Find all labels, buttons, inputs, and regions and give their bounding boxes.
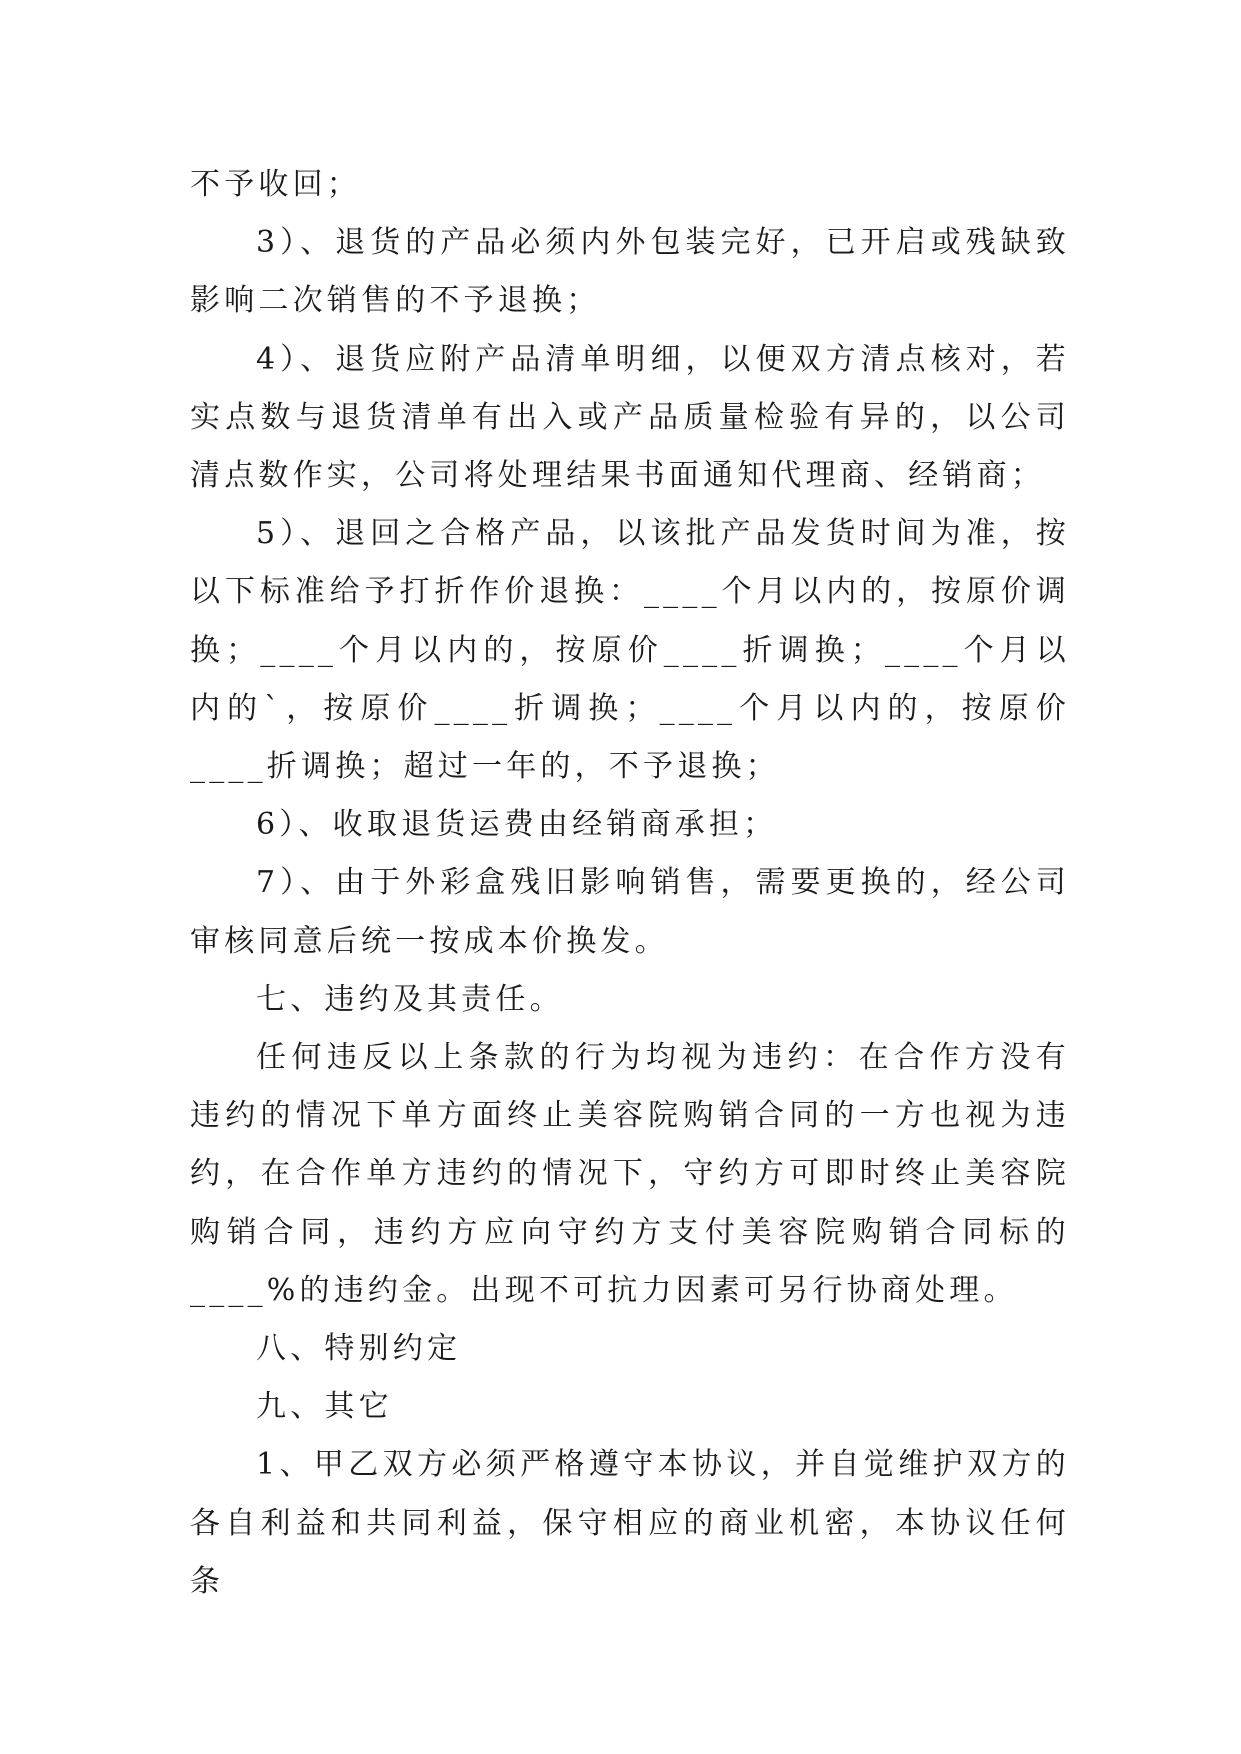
paragraph-continuation: 不予收回；	[190, 167, 361, 202]
section-heading-special: 八、特别约定	[256, 1331, 462, 1367]
paragraph-breach-terms: 任何违反以上条款的行为均视为违约：在合作方没有违约的情况下单方面终止美容院购销合同的一方也视为违约，在合作单方违约的情况下，守约方可即时终止美容院购销合同，违约方应向守约方支付美容院购销合同标的____%的违约金。出现不可抗力因素可另行协商处理。	[190, 1040, 1070, 1308]
paragraph-return-packaging: 3）、退货的产品必须内外包装完好，已开启或残缺致影响二次销售的不予退换；	[190, 225, 1070, 319]
section-heading-breach: 七、违约及其责任。	[256, 981, 564, 1017]
section-heading-other: 九、其它	[256, 1389, 393, 1425]
paragraph-return-freight: 6）、收取退货运费由经销商承担；	[256, 807, 778, 843]
paragraph-return-checklist: 4）、退货应附产品清单明细，以便双方清点核对，若实点数与退货清单有出入或产品质量检验有异的，以公司清点数作实，公司将处理结果书面通知代理商、经销商；	[190, 341, 1070, 494]
paragraph-box-replacement: 7）、由于外彩盒残旧影响销售，需要更换的，经公司审核同意后统一按成本价换发。	[190, 865, 1070, 959]
paragraph-return-discount: 5）、退回之合格产品，以该批产品发货时间为准，按以下标准给予打折作价退换：____个月以内的，按原价调换；____个月以内的，按原价____折调换；____个月以内的`，按原价____折调换；____个月以内的，按原价____折调换；超过一年的，不予退换；	[190, 516, 1070, 785]
paragraph-confidentiality: 1、甲乙双方必须严格遵守本协议，并自觉维护双方的各自利益和共同利益，保守相应的商业机密，本协议任何条	[190, 1447, 1070, 1599]
document-page	[190, 156, 1070, 1611]
